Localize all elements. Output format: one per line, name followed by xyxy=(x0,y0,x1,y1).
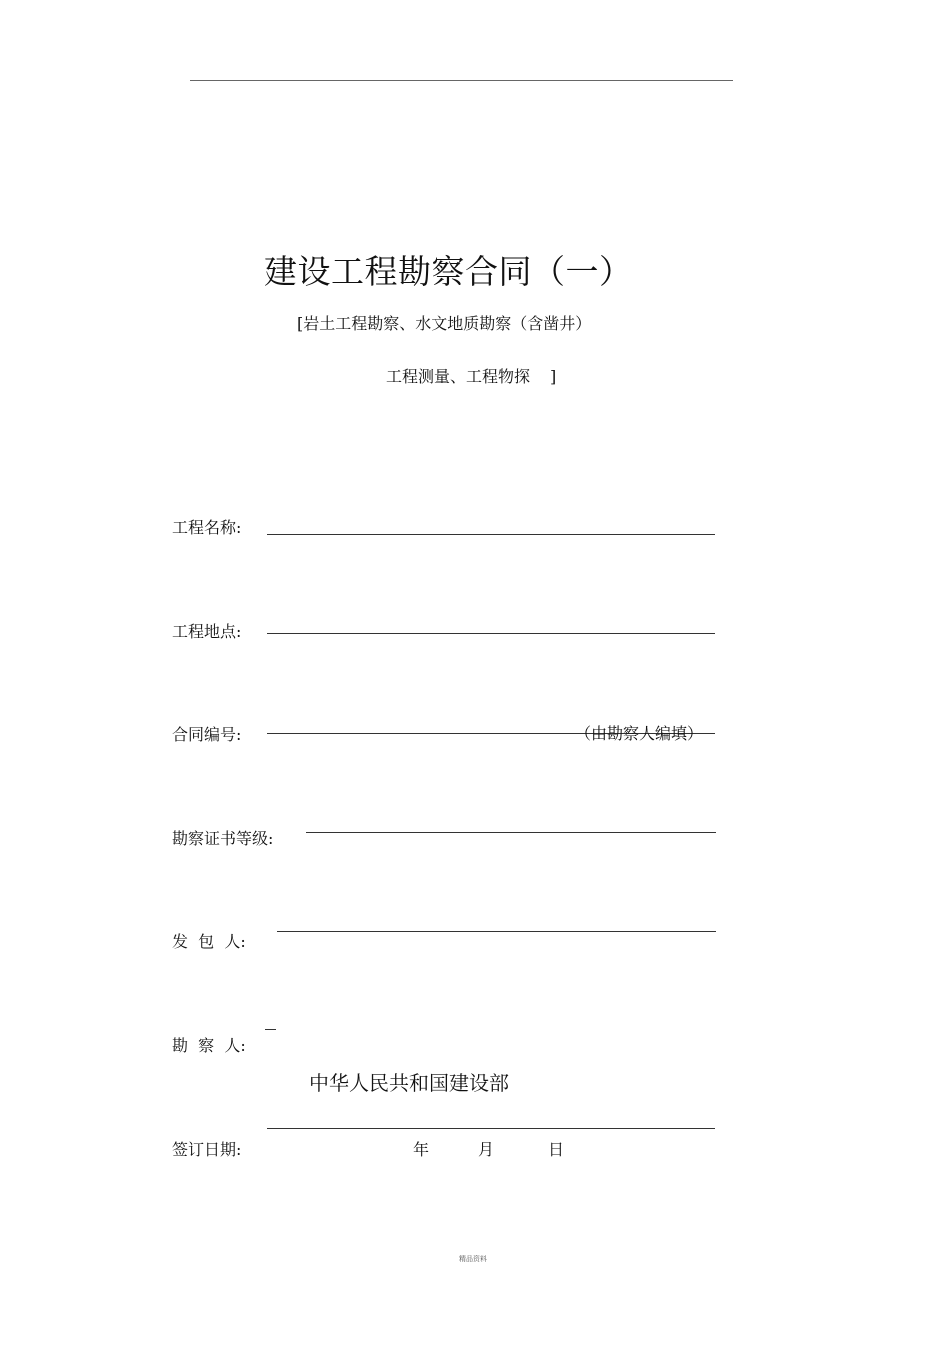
subtitle-line-2-text: 工程测量、工程物探 xyxy=(386,367,531,386)
client-label: 发 包 人: xyxy=(172,932,246,951)
project-name-field[interactable] xyxy=(267,534,715,535)
project-site-field[interactable] xyxy=(267,633,715,634)
date-month-label: 月 xyxy=(478,1140,495,1159)
subtitle-closing-bracket: ] xyxy=(550,367,557,386)
date-year-label: 年 xyxy=(413,1140,430,1159)
document-subtitle-line-2 xyxy=(386,364,556,387)
surveyor-label: 勘 察 人: xyxy=(172,1036,246,1055)
project-name-label: 工程名称: xyxy=(172,518,242,537)
issuing-authority: 中华人民共和国建设部 xyxy=(309,1071,509,1095)
date-day-label: 日 xyxy=(548,1140,565,1159)
signing-date-label: 签订日期: xyxy=(172,1140,242,1159)
document-subtitle-line-1: [岩土工程勘察、水文地质勘察（含凿井） xyxy=(297,314,592,333)
signing-date-field[interactable] xyxy=(267,1128,715,1129)
certificate-grade-field[interactable] xyxy=(306,832,716,833)
surveyor-field-mark[interactable] xyxy=(265,1029,276,1030)
footer-note: 精品资料 xyxy=(459,1255,487,1263)
header-rule xyxy=(190,80,733,81)
document-title: 建设工程勘察合同（一） xyxy=(264,252,633,291)
project-site-label: 工程地点: xyxy=(172,622,242,641)
certificate-grade-label: 勘察证书等级: xyxy=(172,829,274,848)
contract-number-label: 合同编号: xyxy=(172,725,242,744)
contract-number-note: （由勘察人编填） xyxy=(575,724,704,743)
client-field[interactable] xyxy=(277,931,716,932)
